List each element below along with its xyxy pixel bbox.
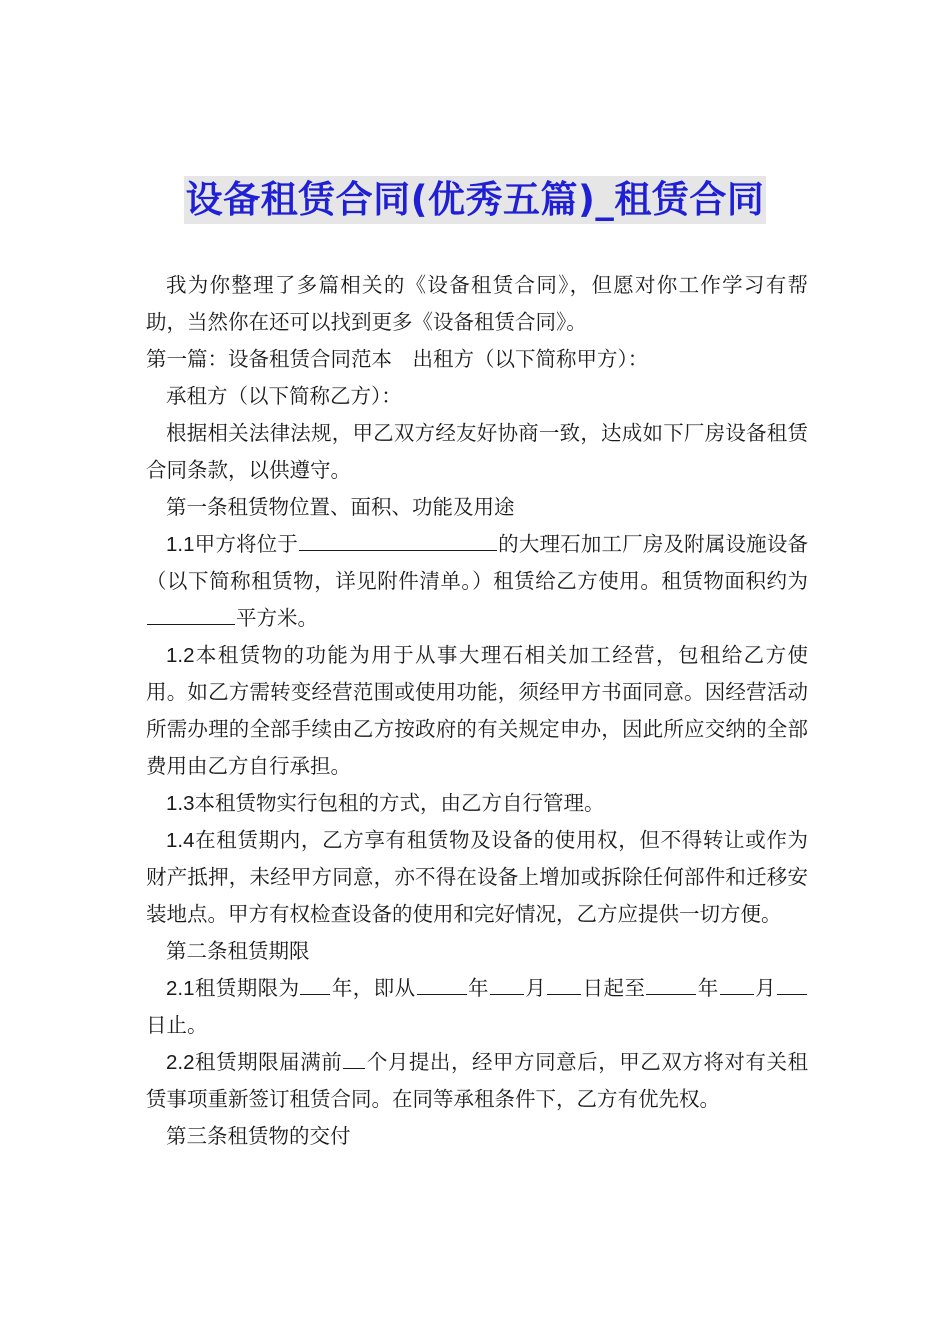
clause-1-3: 1.3本租赁物实行包租的方式，由乙方自行管理。 — [166, 791, 605, 815]
clause-2-2: 2.2租赁期限届满前 个月提出，经甲方同意后，甲乙双方将对有关租赁事项重新签订租赁合同。在同等承租条件下，乙方有优先权。 — [146, 1044, 808, 1118]
clause-number: 1.4 — [166, 829, 195, 852]
clause-number: 2.2 — [166, 1051, 195, 1074]
fill-blank — [720, 972, 754, 995]
paragraph-first-section: 第一篇：设备租赁合同范本 出租方（以下简称甲方）： — [146, 347, 649, 371]
article-1-heading: 第一条租赁物位置、面积、功能及用途 — [166, 495, 515, 519]
fill-blank — [343, 1046, 365, 1069]
fill-blank — [547, 972, 581, 995]
article-2-heading: 第二条租赁期限 — [166, 939, 310, 963]
clause-2-1: 2.1租赁期限为 年，即从 年 月 日起至 年 月日止。 — [146, 970, 808, 1044]
paragraph-lessee: 承租方（以下简称乙方）： — [166, 384, 402, 408]
fill-blank — [300, 972, 330, 995]
fill-blank — [417, 972, 467, 995]
document-body — [146, 267, 808, 1155]
clause-number: 1.3 — [166, 792, 195, 815]
document-title: 设备租赁合同(优秀五篇)_租赁合同 — [184, 176, 767, 224]
article-3-heading: 第三条租赁物的交付 — [166, 1124, 351, 1148]
paragraph-preamble: 根据相关法律法规，甲乙双方经友好协商一致，达成如下厂房设备租赁合同条款，以供遵守。 — [146, 421, 808, 482]
intro-paragraph: 我为你整理了多篇相关的《设备租赁合同》，但愿对你工作学习有帮助，当然你在还可以找到更多《设备租赁合同》。 — [146, 273, 808, 334]
clause-number: 1.2 — [166, 644, 195, 667]
fill-blank — [777, 972, 807, 995]
fill-blank — [490, 972, 524, 995]
title-block — [0, 176, 950, 224]
clause-number: 1.1 — [166, 533, 195, 556]
clause-number: 2.1 — [166, 977, 195, 1000]
fill-blank — [646, 972, 696, 995]
clause-1-2: 1.2本租赁物的功能为用于从事大理石相关加工经营，包租给乙方使用。如乙方需转变经营范围或使用功能，须经甲方书面同意。因经营活动所需办理的全部手续由乙方按政府的有关规定申办，因此所应交纳的全部费用由乙方自行承担。 — [146, 643, 808, 778]
clause-1-1: 1.1甲方将位于 的大理石加工厂房及附属设施设备（以下简称租赁物，详见附件清单。）租赁给乙方使用。租赁物面积约为平方米。 — [146, 526, 808, 637]
fill-blank — [299, 528, 497, 551]
fill-blank — [147, 602, 235, 625]
clause-1-4: 1.4在租赁期内，乙方享有租赁物及设备的使用权，但不得转让或作为财产抵押，未经甲方同意，亦不得在设备上增加或拆除任何部件和迁移安装地点。甲方有权检查设备的使用和完好情况，乙方应提供一切方便。 — [146, 828, 808, 926]
